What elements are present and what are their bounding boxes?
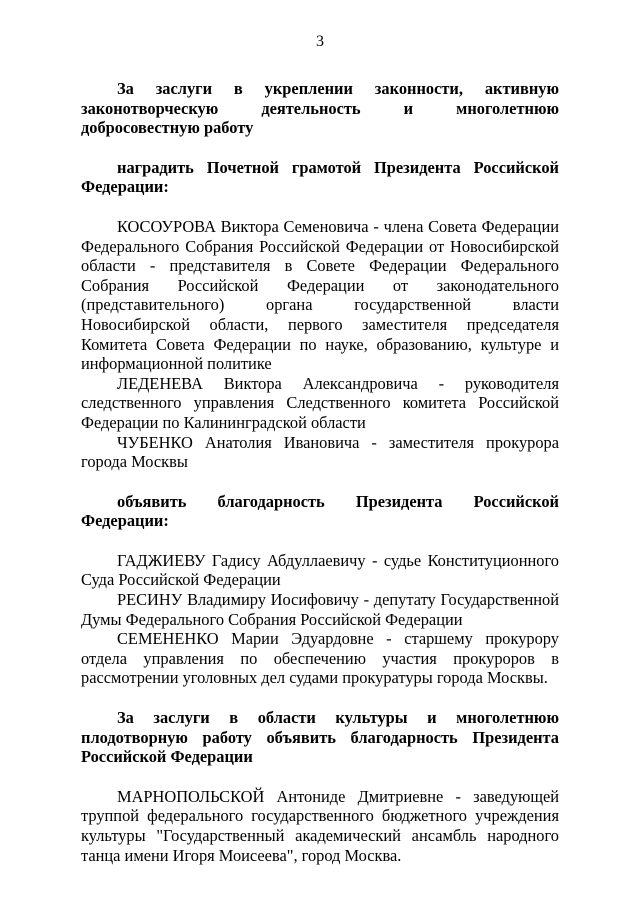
spacer [81, 531, 559, 551]
gratitude-entry-gadzhiev: ГАДЖИЕВУ Гадису Абдуллаевичу - судье Конституционного Суда Российской Федерации [81, 550, 559, 590]
spacer [81, 197, 559, 217]
award-entry-ledenev: ЛЕДЕНЕВА Виктора Александровича - руководителя следственного управления Следственного комитета Российской Федерации по Калининградской области [81, 373, 559, 432]
document-body [81, 79, 559, 865]
spacer [81, 138, 559, 158]
gratitude-entry-marnopolskaya: МАРНОПОЛЬСКОЙ Антониде Дмитриевне - заведующей труппой федерального государственного бюджетного учреждения культуры "Государственный академический ансамбль народного танца имени Игоря Моисеева", город Москва. [81, 786, 559, 865]
page-number: 3 [316, 33, 324, 50]
section-heading-legality: За заслуги в укреплении законности, активную законотворческую деятельность и многолетнюю добросовестную работу [81, 79, 559, 138]
award-heading-certificate: наградить Почетной грамотой Президента Российской Федерации: [81, 157, 559, 197]
spacer [81, 472, 559, 492]
spacer [81, 688, 559, 708]
gratitude-entry-semenenko: СЕМЕНЕНКО Марии Эдуардовне - старшему прокурору отдела управления по обеспечению участия прокуроров в рассмотрении уголовных дел судами прокуратуры города Москвы. [81, 629, 559, 688]
gratitude-heading: объявить благодарность Президента Российской Федерации: [81, 491, 559, 531]
section-heading-culture: За заслуги в области культуры и многолетнюю плодотворную работу объявить благодарность Президента Российской Федерации [81, 708, 559, 767]
award-entry-chubenko: ЧУБЕНКО Анатолия Ивановича - заместителя прокурора города Москвы [81, 432, 559, 472]
spacer [81, 767, 559, 787]
gratitude-entry-resin: РЕСИНУ Владимиру Иосифовичу - депутату Государственной Думы Федерального Собрания Российской Федерации [81, 590, 559, 629]
award-entry-kosourov: КОСОУРОВА Виктора Семеновича - члена Совета Федерации Федерального Собрания Российской Федерации от Новосибирской области - представителя в Совете Федерации Федерального Собрания Российской Федерации от законодательного (представительного) органа государственной власти Новосибирской области, первого заместителя председателя Комитета Совета Федерации по науке, образованию, культуре и информационной политике [81, 216, 559, 374]
